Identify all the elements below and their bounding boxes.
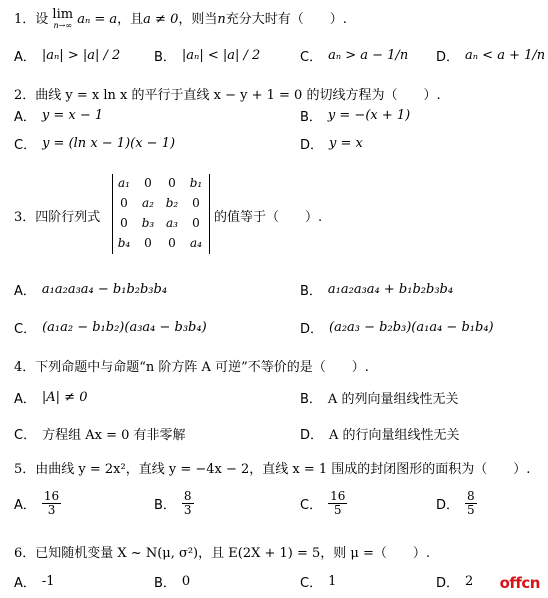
option-c[interactable]: C． 1 (300, 574, 337, 591)
option-a[interactable]: A． $\frac{16}{3}$ (14, 489, 60, 517)
option-d[interactable]: D． (a₂a₃ − b₂b₃)(a₁a₄ − b₁b₄) (300, 320, 494, 337)
question-5-stem: 5．由曲线 y = 2x²，直线 y = −4x − 2，直线 x = 1 围成的封闭图形的面积为（ ）. (14, 462, 531, 477)
question-3-stem-after: 的值等于（ ）. (214, 210, 323, 225)
matrix-cell: 0 (120, 196, 128, 210)
option-b[interactable]: B． 0 (154, 574, 191, 591)
question-3-options-row2 (14, 318, 544, 344)
question-4-options-row2 (14, 424, 544, 450)
matrix-cell: b₂ (165, 196, 179, 210)
question-2-options-row1 (14, 106, 544, 132)
matrix-cell: a₂ (142, 196, 154, 210)
option-a[interactable]: A． |A| ≠ 0 (14, 390, 88, 407)
determinant-matrix (112, 174, 210, 254)
option-b[interactable]: B． y = −(x + 1) (300, 108, 411, 125)
matrix-cell: a₃ (166, 216, 178, 230)
fraction: $\frac{16}{3}$ (43, 489, 60, 517)
matrix-cell: a₁ (118, 176, 130, 190)
option-b[interactable]: B． $\frac{8}{3}$ (154, 489, 192, 517)
option-d[interactable]: D． y = x (300, 136, 363, 153)
option-c[interactable]: C． $\frac{16}{5}$ (300, 489, 346, 517)
matrix-cell: 0 (192, 216, 200, 230)
option-c[interactable]: C． y = (ln x − 1)(x − 1) (14, 136, 176, 153)
matrix-cell: b₃ (141, 216, 155, 230)
limit-operator: lim n→∞ (52, 6, 74, 30)
matrix-cell: 0 (168, 236, 176, 250)
option-d[interactable]: D． 2 (436, 574, 474, 591)
option-b[interactable]: B． |aₙ| < |a| / 2 (154, 48, 261, 65)
question-2-stem: 2．曲线 y = x ln x 的平行于直线 x − y + 1 = 0 的切线方程为（ ）. (14, 88, 441, 103)
question-6-options (14, 572, 544, 598)
option-c[interactable]: C． aₙ > a − 1/n (300, 48, 409, 65)
matrix-cell: 0 (168, 176, 176, 190)
question-4-options-row1 (14, 388, 544, 414)
matrix-cell: 0 (120, 216, 128, 230)
option-c[interactable]: C． (a₁a₂ − b₁b₂)(a₃a₄ − b₃b₄) (14, 320, 207, 337)
question-5-options (14, 490, 544, 526)
question-1-options (14, 46, 544, 72)
option-a[interactable]: A． a₁a₂a₃a₄ − b₁b₂b₃b₄ (14, 282, 168, 299)
matrix-cell: b₄ (117, 236, 131, 250)
option-a[interactable]: A． |aₙ| > |a| / 2 (14, 48, 121, 65)
matrix-cell: 0 (144, 176, 152, 190)
fraction: $\frac{16}{5}$ (330, 489, 346, 517)
option-b[interactable]: B． A 的列向量组线性无关 (300, 392, 459, 407)
matrix-cell: b₁ (189, 176, 203, 190)
question-3-stem-before: 3．四阶行列式 (14, 210, 101, 225)
matrix-cell: 0 (192, 196, 200, 210)
option-d[interactable]: D． aₙ < a + 1/n (436, 48, 546, 65)
fraction: $\frac{8}{3}$ (183, 489, 192, 517)
question-2-options-row2 (14, 134, 544, 160)
option-b[interactable]: B． a₁a₂a₃a₄ + b₁b₂b₃b₄ (300, 282, 454, 299)
option-d[interactable]: D． $\frac{8}{5}$ (436, 489, 475, 517)
option-d[interactable]: D． A 的行向量组线性无关 (300, 428, 460, 443)
option-a[interactable]: A． y = x − 1 (14, 108, 104, 125)
offcn-logo: offcn (499, 574, 540, 592)
option-a[interactable]: A． -1 (14, 574, 55, 591)
question-3-options-row1 (14, 280, 544, 306)
question-1-stem: 1．设 lim n→∞ aₙ = a，且a ≠ 0，则当n充分大时有（ ）. (14, 6, 347, 30)
question-6-stem: 6．已知随机变量 X ~ N(μ, σ²)，且 E(2X + 1) = 5，则 μ =（ ）. (14, 546, 431, 561)
fraction: $\frac{8}{5}$ (467, 489, 475, 517)
option-c[interactable]: C． 方程组 Ax = 0 有非零解 (14, 428, 186, 443)
question-4-stem: 4．下列命题中与命题“n 阶方阵 A 可逆”不等价的是（ ）. (14, 360, 369, 375)
matrix-cell: a₄ (190, 236, 202, 250)
matrix-cell: 0 (144, 236, 152, 250)
